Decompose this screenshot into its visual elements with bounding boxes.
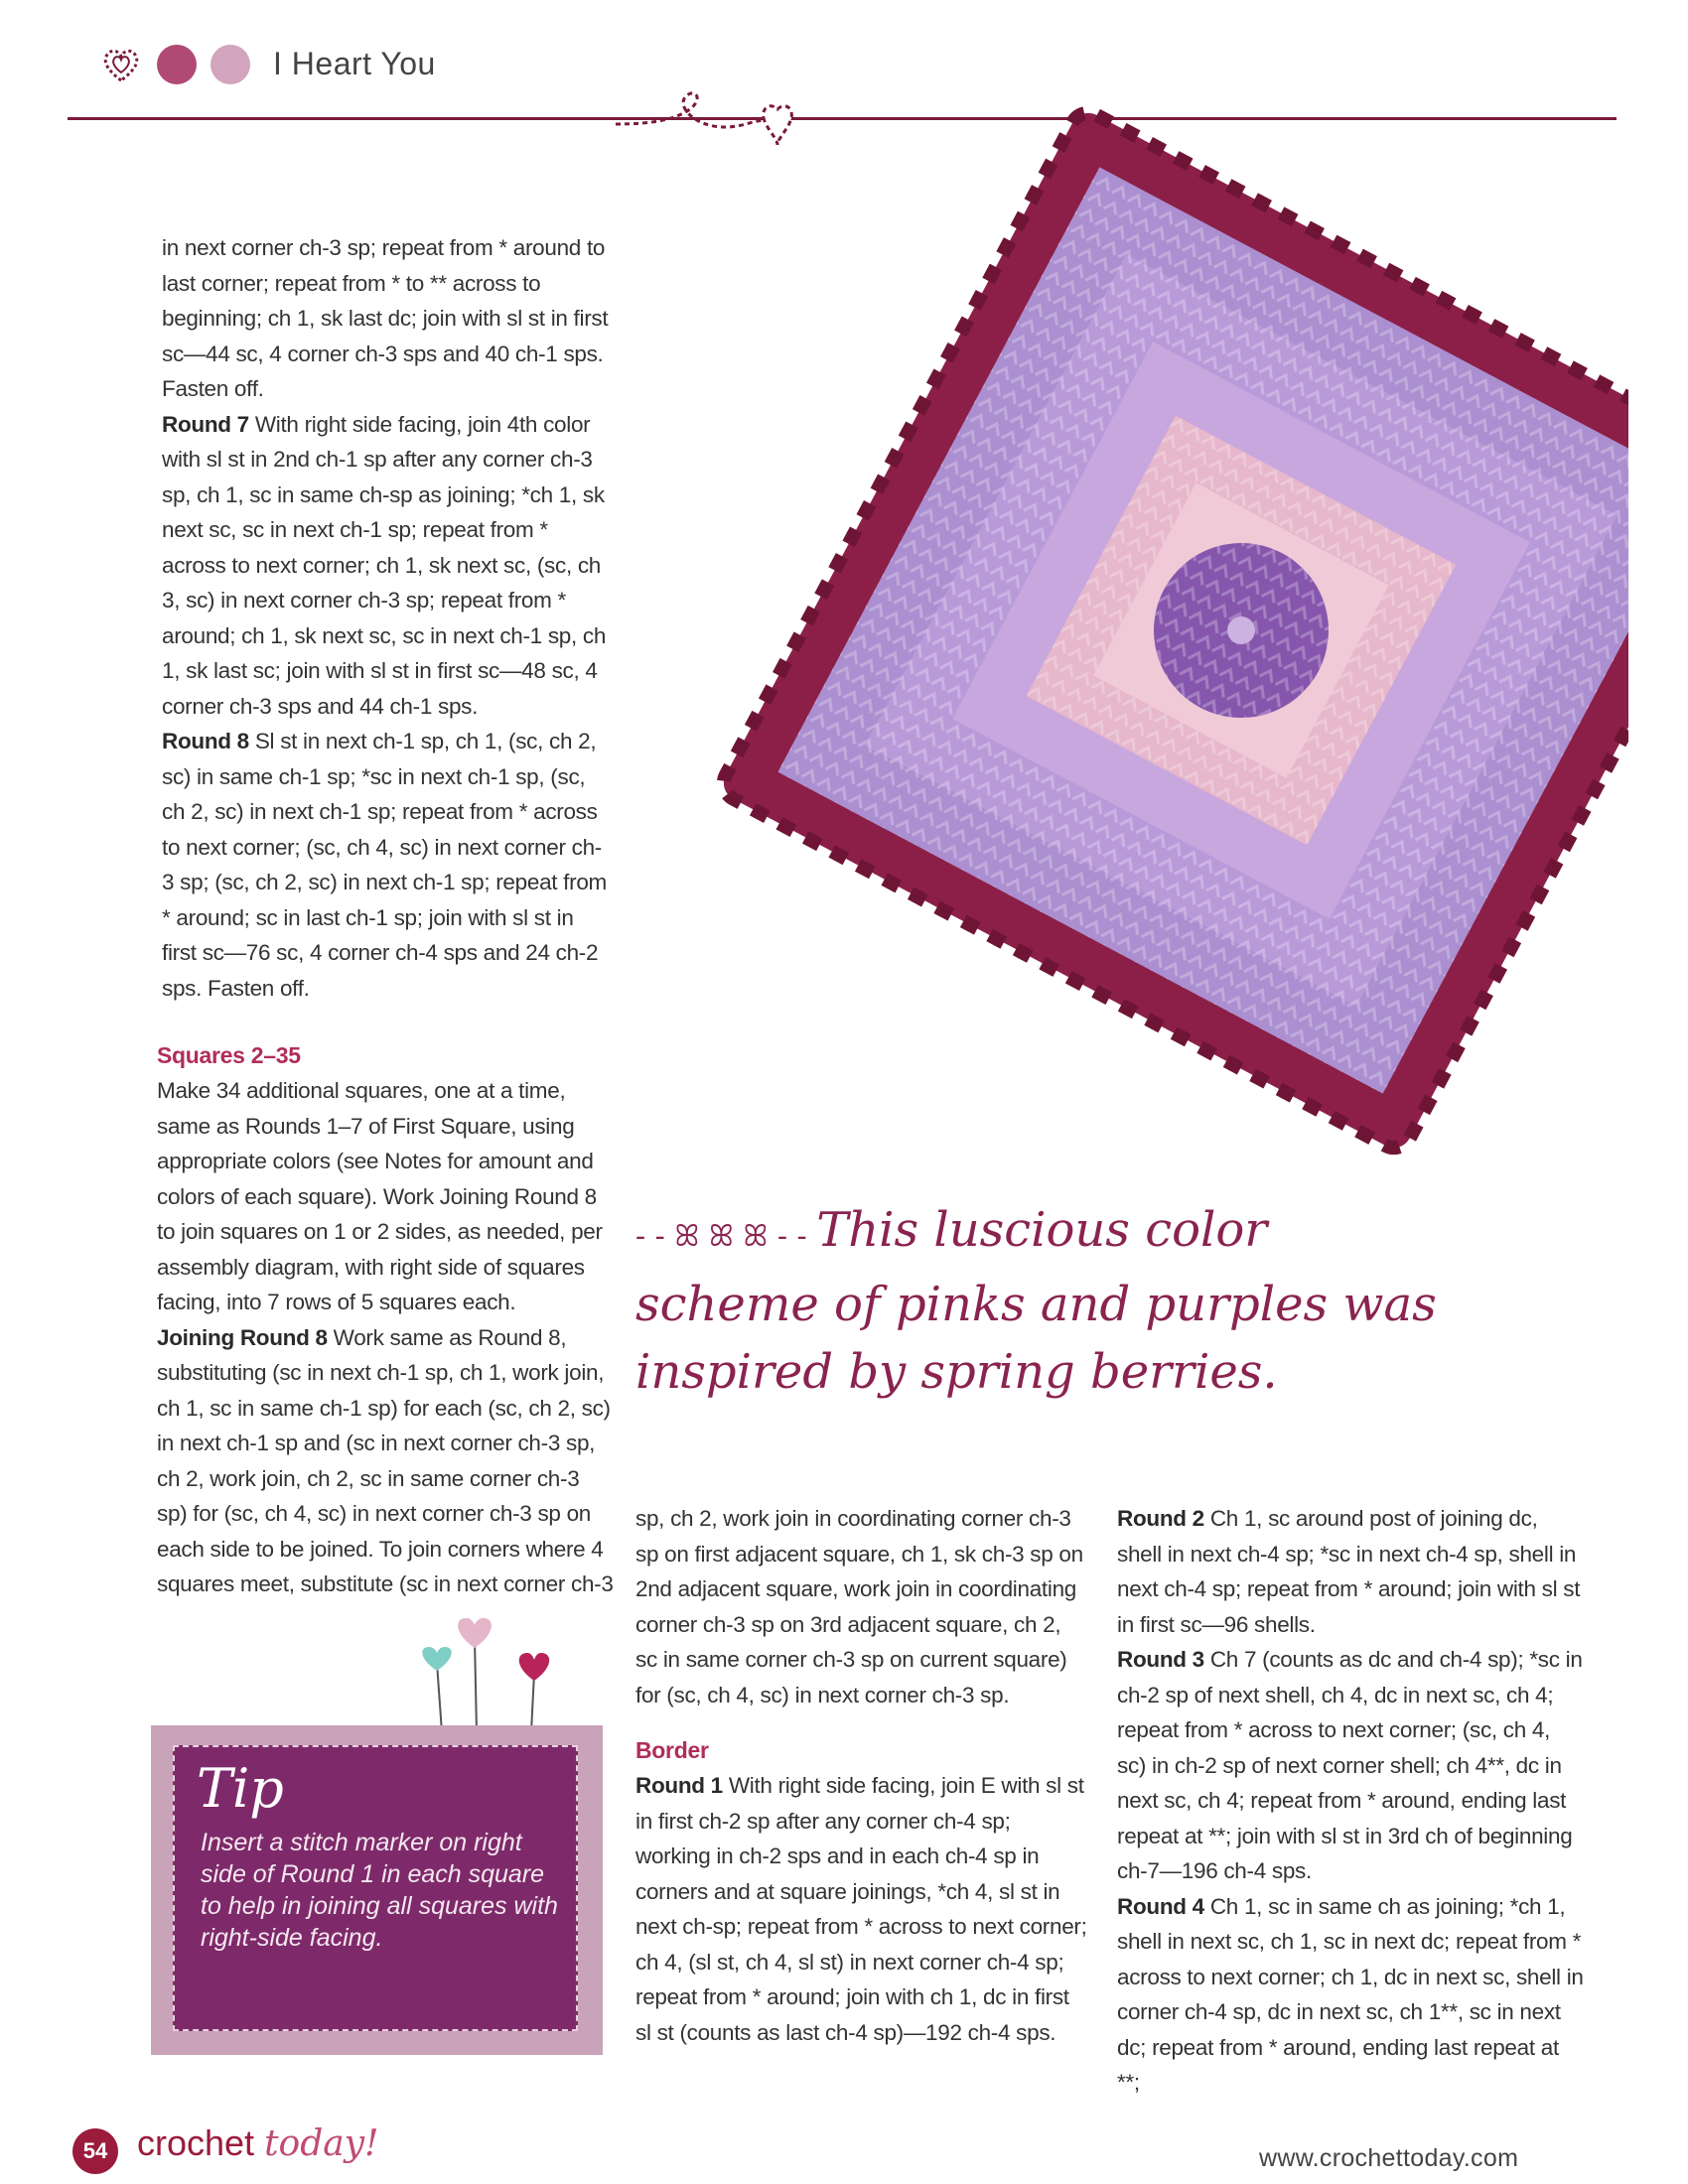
border-round4-text: Ch 1, sc in same ch as joining; *ch 1, shell in next sc, ch 1, sc in next dc; repeat from * across to next corner; ch 1, dc in next sc, shell in corner ch-4 sp, dc in next sc, ch 1**, sc in next dc; repeat from * around, ending last repeat at **; <box>1117 1893 1584 2095</box>
page-number: 54 <box>72 2128 118 2174</box>
border-round3-label: Round 3 <box>1117 1647 1204 1672</box>
round8-label: Round 8 <box>162 729 249 753</box>
border-heading: Border <box>635 1737 709 1763</box>
column-1-top <box>162 230 614 1006</box>
round6-continued-text: in next corner ch-3 sp; repeat from * around to last corner; repeat from * to ** across to beginning; ch 1, sk last dc; join with sl st in first sc—44 sc, 4 corner ch-3 sps and 40 ch-1 sps. Fasten off. <box>162 235 609 401</box>
round7-text: With right side facing, join 4th color with sl st in 2nd ch-1 sp after any corner ch-3 sp, ch 1, sc in same ch-sp as joining; *ch 1, sk next sc, sc in next ch-1 sp; repeat from * across to next corner; ch 1, sk next sc, (sc, ch 3, sc) in next corner ch-3 sp; repeat from * around; ch 1, sk next sc, sc in next ch-1 sp, ch 1, sk last sc; join with sl st in first sc—48 sc, 4 corner ch-3 sps and 44 ch-1 sps. <box>162 411 607 719</box>
quote-line-1: - - ꕤ ꕤ ꕤ - - This luscious color <box>635 1202 1268 1258</box>
column-3 <box>1117 1501 1584 2101</box>
brand-logo <box>137 2122 379 2164</box>
border-round4-paragraph <box>1117 1889 1584 2101</box>
section-title: I Heart You <box>273 46 436 81</box>
heart-flowers-icon <box>397 1613 576 1732</box>
squares-heading: Squares 2–35 <box>157 1042 301 1068</box>
round7-label: Round 7 <box>162 411 249 437</box>
site-url: www.crochettoday.com <box>1259 2144 1519 2172</box>
border-round2-label: Round 2 <box>1117 1506 1204 1531</box>
round8-text: Sl st in next ch-1 sp, ch 1, (sc, ch 2, sc) in same ch-1 sp; *sc in next ch-1 sp, (sc, ch 2, sc) in next ch-1 sp; repeat from * across to next corner; (sc, ch 4, sc) in next corner ch-3 sp; (sc, ch 2, sc) in next ch-1 sp; repeat from * around; sc in last ch-1 sp; join with sl st in first sc—76 sc, 4 corner ch-4 sps and 24 ch-2 sps. Fasten off. <box>162 729 607 1001</box>
heart-outline-icon <box>99 43 143 86</box>
light-pink-dot-icon <box>211 45 250 84</box>
brand-main: crochet <box>137 2122 265 2163</box>
column-2 <box>635 1501 1087 2050</box>
border-round2-text: Ch 1, sc around post of joining dc, shell in next ch-4 sp; *sc in next ch-4 sp, shell in next ch-4 sp; repeat from * around; join with sl st in first sc—96 shells. <box>1117 1506 1581 1637</box>
round7-paragraph <box>162 407 614 725</box>
border-round2-paragraph <box>1117 1501 1584 1642</box>
tip-text: Insert a stitch marker on right side of Round 1 in each square to help in joining all squares with right-side facing. <box>201 1829 558 1952</box>
border-round3-text: Ch 7 (counts as dc and ch-4 sp); *sc in ch-2 sp of next shell, ch 4, dc in next sc, ch 4; repeat from * across to next corner; (sc, ch 4, sc) in ch-2 sp of next corner shell; ch 4**, dc in next sc, ch 4; repeat from * around, ending last repeat at **; join with sl st in 3rd ch of beginning ch-7—196 ch-4 sps. <box>1117 1647 1583 1883</box>
quote-line-2: scheme of pinks and purples was <box>635 1277 1437 1332</box>
joining-continued-text: sp, ch 2, work join in coordinating corner ch-3 sp on first adjacent square, ch 1, sk ch-3 sp on 2nd adjacent square, work join in coordinating corner ch-3 sp on 3rd adjacent square, ch 2, sc in same corner ch-3 sp on current square) for (sc, ch 4, sc) in next corner ch-3 sp. <box>635 1506 1083 1707</box>
brand-script: today! <box>264 2123 379 2164</box>
pink-dot-icon <box>157 45 197 84</box>
squares-text: Make 34 additional squares, one at a time, same as Rounds 1–7 of First Square, using appropriate colors (see Notes for amount and colors of each square). Work Joining Round 8 to join squares on 1 or 2 sides, as needed, per assembly diagram, with right side of squares facing, into 7 rows of 5 squares each. <box>157 1078 603 1314</box>
border-round1-text: With right side facing, join E with sl st in first ch-2 sp after any corner ch-4 sp; working in ch-2 sps and in each ch-4 sp in corners and at square joinings, *ch 4, sl st in next ch-sp; repeat from * across to next corner; ch 4, (sl st, ch 4, sl st) in next corner ch-4 sp; repeat from * around; join with ch 1, dc in first sl st (counts as last ch-4 sp)—192 ch-4 sps. <box>635 1773 1087 2045</box>
quote-line-3: inspired by spring berries. <box>635 1344 1278 1400</box>
border-round1-label: Round 1 <box>635 1773 723 1798</box>
border-round1-paragraph <box>635 1768 1087 2050</box>
crochet-square-photo <box>635 74 1628 1226</box>
border-round4-label: Round 4 <box>1117 1893 1204 1919</box>
column-1-bottom <box>157 1037 614 1602</box>
round8-paragraph <box>162 724 614 1006</box>
tip-title: Tip <box>197 1757 284 1820</box>
pull-quote <box>635 1196 1628 1406</box>
joining-round-text: Work same as Round 8, substituting (sc in next ch-1 sp, ch 1, work join, ch 1, sc in same ch-1 sp) for each (sc, ch 2, sc) in next ch-1 sp and (sc in next corner ch-3 sp, ch 2, work join, ch 2, sc in same corner ch-3 sp) for (sc, ch 4, sc) in next corner ch-3 sp on each side to be joined. To join corners where 4 squares meet, substitute (sc in next corner ch-3 <box>157 1324 614 1596</box>
joining-round-label: Joining Round 8 <box>157 1324 328 1350</box>
header-icons <box>99 40 250 89</box>
joining-round-paragraph <box>157 1320 614 1602</box>
border-round3-paragraph <box>1117 1642 1584 1889</box>
